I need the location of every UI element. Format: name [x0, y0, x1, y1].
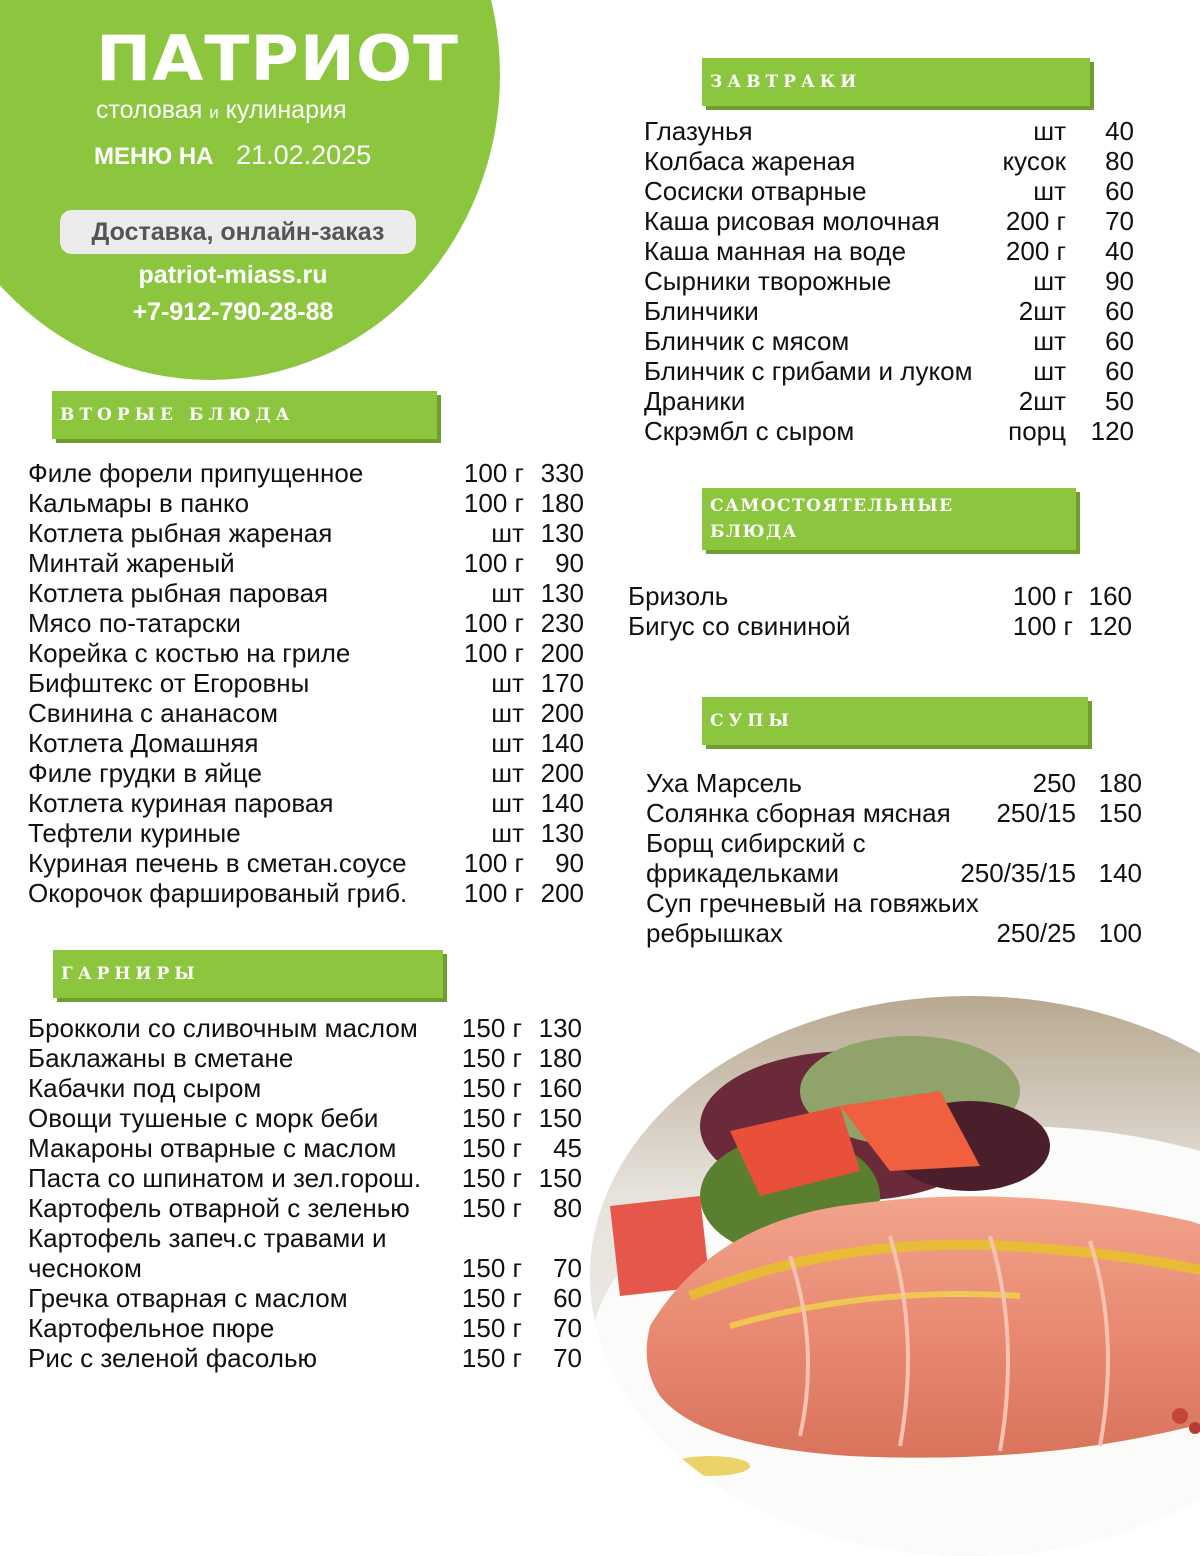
menu-item-price: 330 — [540, 458, 584, 488]
menu-item-qty: 200 г — [1005, 236, 1066, 266]
menu-date-label: МЕНЮ НА — [94, 143, 214, 170]
menu-item-qty: 250/15 — [996, 798, 1076, 828]
menu-item — [28, 1253, 598, 1283]
menu-item-qty: 100 г — [1012, 581, 1073, 611]
menu-item-price: 200 — [540, 698, 584, 728]
menu-item-price: 200 — [540, 638, 584, 668]
menu-item — [28, 1163, 598, 1193]
menu-date — [94, 140, 371, 171]
menu-item — [28, 1043, 598, 1073]
section-header-supy: СУПЫ — [702, 697, 1088, 745]
menu-item-name: фрикадельками — [646, 858, 840, 888]
menu-item — [28, 458, 598, 488]
menu-item-price: 130 — [540, 518, 584, 548]
menu-item-price: 40 — [1105, 236, 1134, 266]
menu-item-qty: шт — [1033, 356, 1066, 386]
menu-item-price: 150 — [538, 1163, 582, 1193]
menu-item-name: Филе грудки в яйце — [28, 758, 262, 788]
menu-list-zavtraki — [644, 116, 1144, 446]
menu-item-name: Картофель запеч.с травами и — [28, 1223, 387, 1253]
menu-item-name: Бризоль — [628, 581, 729, 611]
menu-item-price: 150 — [538, 1103, 582, 1133]
menu-item-qty: 150 г — [461, 1013, 522, 1043]
menu-item-qty: шт — [491, 668, 524, 698]
menu-item — [646, 768, 1146, 798]
menu-item-name: Блинчики — [644, 296, 759, 326]
menu-item-qty: 150 г — [461, 1283, 522, 1313]
section-header-garniry: ГАРНИРЫ — [53, 950, 443, 998]
menu-item-price: 140 — [540, 788, 584, 818]
menu-list-supy — [646, 768, 1146, 948]
menu-item-price: 170 — [540, 668, 584, 698]
menu-list-garniry — [28, 1013, 598, 1373]
menu-item-price: 60 — [553, 1283, 582, 1313]
delivery-badge[interactable]: Доставка, онлайн-заказ — [60, 210, 416, 254]
menu-item-name: ребрышках — [646, 918, 783, 948]
menu-item — [628, 581, 1138, 611]
menu-item-name: Рис с зеленой фасолью — [28, 1343, 317, 1373]
menu-item-name: Сосиски отварные — [644, 176, 867, 206]
menu-item — [28, 578, 598, 608]
menu-item-qty: шт — [491, 818, 524, 848]
menu-item-price: 90 — [1105, 266, 1134, 296]
menu-item — [644, 296, 1144, 326]
menu-item-name: Драники — [644, 386, 746, 416]
website-link[interactable]: patriot-miass.ru — [138, 261, 328, 289]
salmon-dish-photo — [590, 996, 1200, 1556]
menu-item — [28, 1193, 598, 1223]
menu-item — [646, 798, 1146, 828]
menu-item-name: Брокколи со сливочным маслом — [28, 1013, 418, 1043]
menu-item-name: Солянка сборная мясная — [646, 798, 951, 828]
menu-item-qty: 100 г — [463, 848, 524, 878]
menu-item-name: Блинчик с мясом — [644, 326, 850, 356]
menu-item-name: Котлета рыбная паровая — [28, 578, 329, 608]
menu-item-price: 45 — [553, 1133, 582, 1163]
menu-item-qty: 100 г — [463, 488, 524, 518]
menu-item-name: Свинина с ананасом — [28, 698, 278, 728]
menu-item-qty: 250 — [1032, 768, 1076, 798]
menu-item-name: Бигус со свининой — [628, 611, 851, 641]
section-header-samost — [702, 488, 1076, 550]
brand-logo — [96, 21, 460, 127]
menu-item-qty: 150 г — [461, 1193, 522, 1223]
brand-subtitle-main: столовая — [96, 96, 203, 124]
menu-item — [628, 611, 1138, 641]
brand-subtitle — [96, 96, 386, 127]
menu-item-qty: порц — [1008, 416, 1066, 446]
menu-item-name: Мясо по-татарски — [28, 608, 241, 638]
menu-list-vtorye — [28, 458, 598, 908]
menu-item — [644, 236, 1144, 266]
menu-item — [644, 266, 1144, 296]
menu-item — [646, 888, 1146, 918]
section-header-samost-line2: БЛЮДА — [710, 522, 798, 542]
menu-item-qty: 250/25 — [996, 918, 1076, 948]
menu-item-qty: 100 г — [463, 458, 524, 488]
menu-item-price: 60 — [1105, 296, 1134, 326]
menu-item-name: Картофельное пюре — [28, 1313, 275, 1343]
menu-item-price: 70 — [553, 1313, 582, 1343]
menu-item-qty: 100 г — [1012, 611, 1073, 641]
menu-item-name: Окорочок фаршированый гриб. — [28, 878, 408, 908]
menu-item-qty: 200 г — [1005, 206, 1066, 236]
menu-item-qty: 100 г — [463, 608, 524, 638]
menu-item — [644, 326, 1144, 356]
menu-item-name: Суп гречневый на говяжьих — [646, 888, 979, 918]
menu-item-qty: шт — [491, 758, 524, 788]
menu-item — [28, 848, 598, 878]
menu-item — [28, 728, 598, 758]
menu-item — [28, 818, 598, 848]
menu-item-price: 130 — [540, 818, 584, 848]
menu-item-name: Кабачки под сыром — [28, 1073, 262, 1103]
menu-item-qty: 150 г — [461, 1043, 522, 1073]
menu-item-price: 100 — [1098, 918, 1142, 948]
menu-item — [28, 1133, 598, 1163]
menu-item-qty: шт — [1033, 116, 1066, 146]
menu-item-price: 40 — [1105, 116, 1134, 146]
menu-item-name: Блинчик с грибами и луком — [644, 356, 973, 386]
menu-item-price: 180 — [538, 1043, 582, 1073]
menu-item-price: 130 — [540, 578, 584, 608]
menu-item-name: Борщ сибирский с — [646, 828, 866, 858]
menu-item-price: 80 — [553, 1193, 582, 1223]
menu-item — [28, 758, 598, 788]
menu-item — [28, 488, 598, 518]
menu-list-samost — [628, 581, 1138, 641]
menu-item-name: Паста со шпинатом и зел.горош. — [28, 1163, 422, 1193]
menu-item — [644, 116, 1144, 146]
menu-item-price: 180 — [1098, 768, 1142, 798]
menu-item — [28, 1313, 598, 1343]
menu-item — [646, 918, 1146, 948]
menu-item-price: 70 — [553, 1343, 582, 1373]
menu-item — [28, 1103, 598, 1133]
menu-item-name: Глазунья — [644, 116, 753, 146]
menu-item-qty: 2шт — [1018, 296, 1066, 326]
menu-item-name: Уха Марсель — [646, 768, 802, 798]
menu-item-qty: 150 г — [461, 1073, 522, 1103]
menu-item-price: 70 — [1105, 206, 1134, 236]
brand-subtitle-end: кулинария — [225, 96, 347, 124]
menu-item-price: 70 — [553, 1253, 582, 1283]
menu-item-price: 160 — [1088, 581, 1132, 611]
brand-name: ПАТРИОТ — [96, 21, 460, 96]
menu-item-name: Минтай жареный — [28, 548, 235, 578]
menu-item-qty: шт — [1033, 266, 1066, 296]
menu-item-name: Филе форели припущенное — [28, 458, 364, 488]
menu-item-price: 140 — [1098, 858, 1142, 888]
menu-item-price: 60 — [1105, 356, 1134, 386]
menu-item-price: 160 — [538, 1073, 582, 1103]
menu-item-qty: 2шт — [1018, 386, 1066, 416]
menu-item-qty: 100 г — [463, 878, 524, 908]
menu-item-qty: 150 г — [461, 1343, 522, 1373]
menu-item — [644, 386, 1144, 416]
menu-item-price: 120 — [1090, 416, 1134, 446]
menu-item-name: Кальмары в панко — [28, 488, 250, 518]
menu-item-qty: 150 г — [461, 1253, 522, 1283]
menu-item-price: 50 — [1105, 386, 1134, 416]
menu-item — [28, 548, 598, 578]
menu-item-qty: шт — [491, 518, 524, 548]
menu-item-name: Каша манная на воде — [644, 236, 907, 266]
menu-item — [28, 518, 598, 548]
menu-item — [28, 638, 598, 668]
menu-item-name: Колбаса жареная — [644, 146, 856, 176]
menu-item-qty: 100 г — [463, 638, 524, 668]
menu-item-qty: 250/35/15 — [960, 858, 1076, 888]
menu-item-price: 180 — [540, 488, 584, 518]
menu-item-price: 90 — [555, 848, 584, 878]
menu-item-name: Овощи тушеные с морк беби — [28, 1103, 379, 1133]
menu-item — [646, 828, 1146, 858]
menu-item-qty: 100 г — [463, 548, 524, 578]
section-header-samost-line1: САМОСТОЯТЕЛЬНЫЕ — [710, 496, 954, 516]
menu-item — [644, 206, 1144, 236]
menu-item-price: 230 — [540, 608, 584, 638]
menu-item — [646, 858, 1146, 888]
menu-item — [644, 146, 1144, 176]
menu-item-qty: шт — [491, 788, 524, 818]
menu-item — [28, 668, 598, 698]
menu-item-price: 130 — [538, 1013, 582, 1043]
menu-item-name: Тефтели куриные — [28, 818, 241, 848]
menu-item-name: Скрэмбл с сыром — [644, 416, 855, 446]
menu-item-qty: шт — [491, 578, 524, 608]
menu-item-qty: шт — [491, 728, 524, 758]
menu-item-qty: шт — [491, 698, 524, 728]
menu-date-value: 21.02.2025 — [236, 140, 372, 170]
menu-item-price: 80 — [1105, 146, 1134, 176]
menu-item-price: 60 — [1105, 176, 1134, 206]
menu-item — [28, 788, 598, 818]
menu-item-name: Котлета Домашняя — [28, 728, 259, 758]
menu-item-name: Котлета рыбная жареная — [28, 518, 333, 548]
menu-item — [28, 1343, 598, 1373]
menu-item-price: 200 — [540, 758, 584, 788]
section-header-zavtraki: ЗАВТРАКИ — [702, 58, 1090, 106]
menu-item-qty: шт — [1033, 326, 1066, 356]
menu-item-name: Каша рисовая молочная — [644, 206, 940, 236]
menu-item-name: Сырники творожные — [644, 266, 892, 296]
menu-item-name: Куриная печень в сметан.соусе — [28, 848, 407, 878]
menu-item-qty: 150 г — [461, 1313, 522, 1343]
menu-item-qty: 150 г — [461, 1133, 522, 1163]
menu-item — [28, 1283, 598, 1313]
menu-item-name: Макароны отварные с маслом — [28, 1133, 397, 1163]
menu-item-name: Бифштекс от Егоровны — [28, 668, 310, 698]
menu-item-name: Баклажаны в сметане — [28, 1043, 294, 1073]
menu-item — [28, 608, 598, 638]
menu-item-price: 120 — [1088, 611, 1132, 641]
menu-item-name: Картофель отварной с зеленью — [28, 1193, 410, 1223]
menu-item-name: Гречка отварная с маслом — [28, 1283, 348, 1313]
menu-item-name: чесноком — [28, 1253, 142, 1283]
menu-item-qty: 150 г — [461, 1103, 522, 1133]
menu-item-qty: 150 г — [461, 1163, 522, 1193]
menu-item — [644, 356, 1144, 386]
menu-item — [28, 698, 598, 728]
menu-item-price: 90 — [555, 548, 584, 578]
menu-item — [28, 1223, 598, 1253]
menu-item-name: Котлета куриная паровая — [28, 788, 334, 818]
menu-item — [644, 416, 1144, 446]
section-header-vtorye: ВТОРЫЕ БЛЮДА — [52, 391, 437, 439]
menu-item-price: 140 — [540, 728, 584, 758]
brand-subtitle-joiner: и — [209, 103, 219, 122]
menu-item — [644, 176, 1144, 206]
phone-link[interactable]: +7-912-790-28-88 — [132, 298, 334, 326]
menu-item-qty: шт — [1033, 176, 1066, 206]
menu-item-price: 150 — [1098, 798, 1142, 828]
menu-item — [28, 1013, 598, 1043]
menu-item-price: 200 — [540, 878, 584, 908]
menu-item-price: 60 — [1105, 326, 1134, 356]
menu-item-name: Корейка с костью на гриле — [28, 638, 351, 668]
menu-item-qty: кусок — [1002, 146, 1066, 176]
menu-item — [28, 1073, 598, 1103]
menu-item — [28, 878, 598, 908]
